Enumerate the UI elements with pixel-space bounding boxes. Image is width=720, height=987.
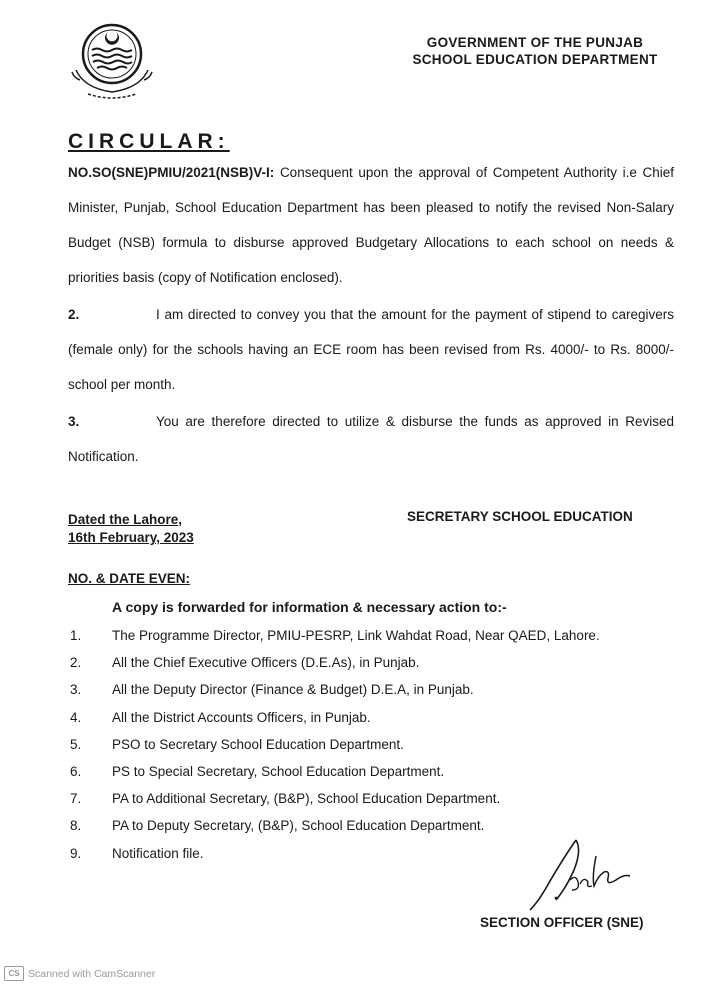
paragraph-2-number: 2. bbox=[68, 307, 80, 322]
header-line-department: SCHOOL EDUCATION DEPARTMENT bbox=[412, 52, 658, 67]
handwritten-signature bbox=[518, 836, 638, 914]
list-item: 9. Notification file. bbox=[70, 845, 204, 861]
circular-title: CIRCULAR: bbox=[68, 130, 230, 153]
list-item: 4. All the District Accounts Officers, in Punjab. bbox=[70, 709, 371, 725]
header-line-government: GOVERNMENT OF THE PUNJAB bbox=[426, 35, 644, 50]
camscanner-text: Scanned with CamScanner bbox=[28, 967, 156, 980]
camscanner-logo-icon: CS bbox=[4, 966, 24, 981]
list-item: 2. All the Chief Executive Officers (D.E.As), in Punjab. bbox=[70, 655, 420, 671]
section-officer-signatory: SECTION OFFICER (SNE) bbox=[480, 915, 644, 930]
list-item: 1. The Programme Director, PMIU-PESRP, Link Wahdat Road, Near QAED, Lahore. bbox=[70, 628, 600, 643]
list-item: 8. PA to Deputy Secretary, (B&P), School Education Department. bbox=[70, 818, 485, 834]
paragraph-3-number: 3. bbox=[68, 414, 80, 429]
dated-place: Dated the Lahore, bbox=[68, 512, 183, 527]
reference-number: NO.SO(SNE)PMIU/2021(NSB)V-I: bbox=[68, 165, 275, 180]
dated-date: 16th February, 2023 bbox=[68, 530, 194, 545]
copy-forwarded-heading: A copy is forwarded for information & necessary action to:- bbox=[112, 599, 507, 615]
camscanner-watermark bbox=[4, 966, 155, 981]
circular-paragraph-3 bbox=[68, 404, 674, 474]
paragraph-2-text: I am directed to convey you that the amount for the payment of stipend to caregivers (female only) for the schools having an ECE room has been revised from Rs. 4000/- to Rs. 8000/- school per month. bbox=[68, 307, 674, 392]
paragraph-1-text: Consequent upon the approval of Competent Authority i.e Chief Minister, Punjab, School Education Department has been pleased to notify the revised Non-Salary Budget (NSB) formula to disburse approved Budgetary Allocations to each school on needs & priorities basis (copy of Notification enclosed). bbox=[68, 165, 674, 285]
list-item: 5. PSO to Secretary School Education Department. bbox=[70, 736, 404, 752]
list-item: 7. PA to Additional Secretary, (B&P), School Education Department. bbox=[70, 791, 501, 807]
no-date-even-heading: NO. & DATE EVEN: bbox=[68, 571, 191, 586]
circular-paragraph-1 bbox=[68, 155, 674, 295]
distribution-list bbox=[70, 622, 690, 867]
secretary-signatory: SECRETARY SCHOOL EDUCATION bbox=[407, 509, 633, 524]
circular-paragraph-2 bbox=[68, 297, 674, 402]
list-item: 6. PS to Special Secretary, School Education Department. bbox=[70, 763, 445, 779]
government-header bbox=[390, 34, 680, 68]
dated-block bbox=[68, 511, 194, 547]
punjab-seal-logo bbox=[68, 20, 156, 102]
list-item: 3. All the Deputy Director (Finance & Budget) D.E.A, in Punjab. bbox=[70, 682, 474, 698]
paragraph-3-text: You are therefore directed to utilize & disburse the funds as approved in Revised Notification. bbox=[68, 414, 674, 464]
